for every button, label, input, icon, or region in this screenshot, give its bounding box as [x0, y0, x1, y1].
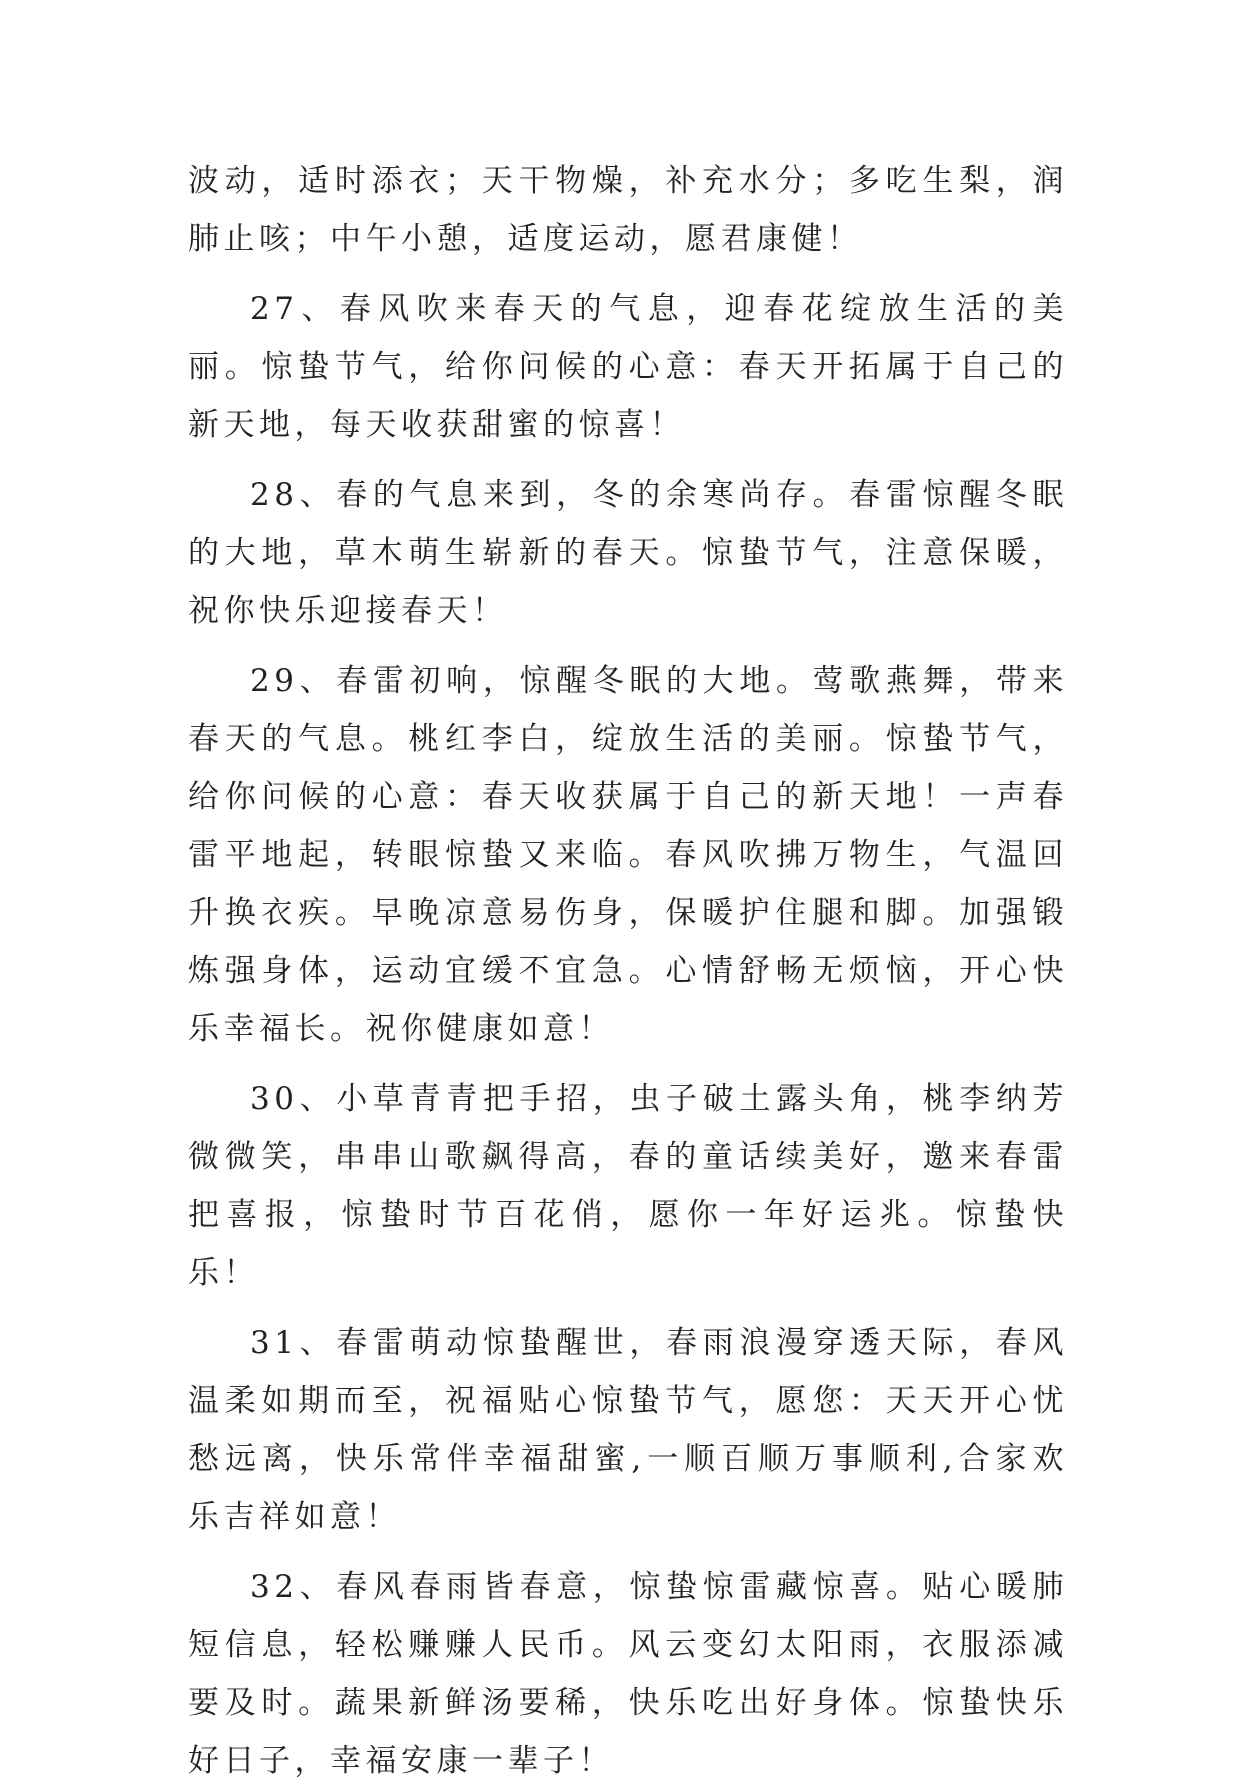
paragraph-29: 29、春雷初响，惊醒冬眠的大地。莺歌燕舞，带来春天的气息。桃红李白，绽放生活的美丽。惊蛰节气，给你问候的心意：春天收获属于自己的新天地！一声春雷平地起，转眼惊蛰又来临。春风吹拂万物生，气温回升换衣疾。早晚凉意易伤身，保暖护住腿和脚。加强锻炼强身体，运动宜缓不宜急。心情舒畅无烦恼，开心快乐幸福长。祝你健康如意！ [188, 663, 1068, 1047]
paragraph-27: 27、春风吹来春天的气息，迎春花绽放生活的美丽。惊蛰节气，给你问候的心意：春天开拓属于自己的新天地，每天收获甜蜜的惊喜！ [188, 291, 1068, 443]
paragraph-28: 28、春的气息来到，冬的余寒尚存。春雷惊醒冬眠的大地，草木萌生崭新的春天。惊蛰节气，注意保暖，祝你快乐迎接春天！ [188, 477, 1068, 629]
paragraph-30: 30、小草青青把手招，虫子破土露头角，桃李纳芳微微笑，串串山歌飙得高，春的童话续美好，邀来春雷把喜报，惊蛰时节百花俏，愿你一年好运兆。惊蛰快乐！ [188, 1081, 1068, 1291]
document-body [188, 152, 1068, 1790]
paragraph-continuation: 波动，适时添衣；天干物燥，补充水分；多吃生梨，润肺止咳；中午小憩，适度运动，愿君康健！ [188, 163, 1068, 257]
paragraph-31: 31、春雷萌动惊蛰醒世，春雨浪漫穿透天际，春风温柔如期而至，祝福贴心惊蛰节气，愿您：天天开心忧愁远离，快乐常伴幸福甜蜜,一顺百顺万事顺利,合家欢乐吉祥如意！ [188, 1325, 1068, 1535]
paragraph-32: 32、春风春雨皆春意，惊蛰惊雷藏惊喜。贴心暖肺短信息，轻松赚赚人民币。风云变幻太阳雨，衣服添减要及时。蔬果新鲜汤要稀，快乐吃出好身体。惊蛰快乐好日子，幸福安康一辈子！ [188, 1569, 1068, 1779]
